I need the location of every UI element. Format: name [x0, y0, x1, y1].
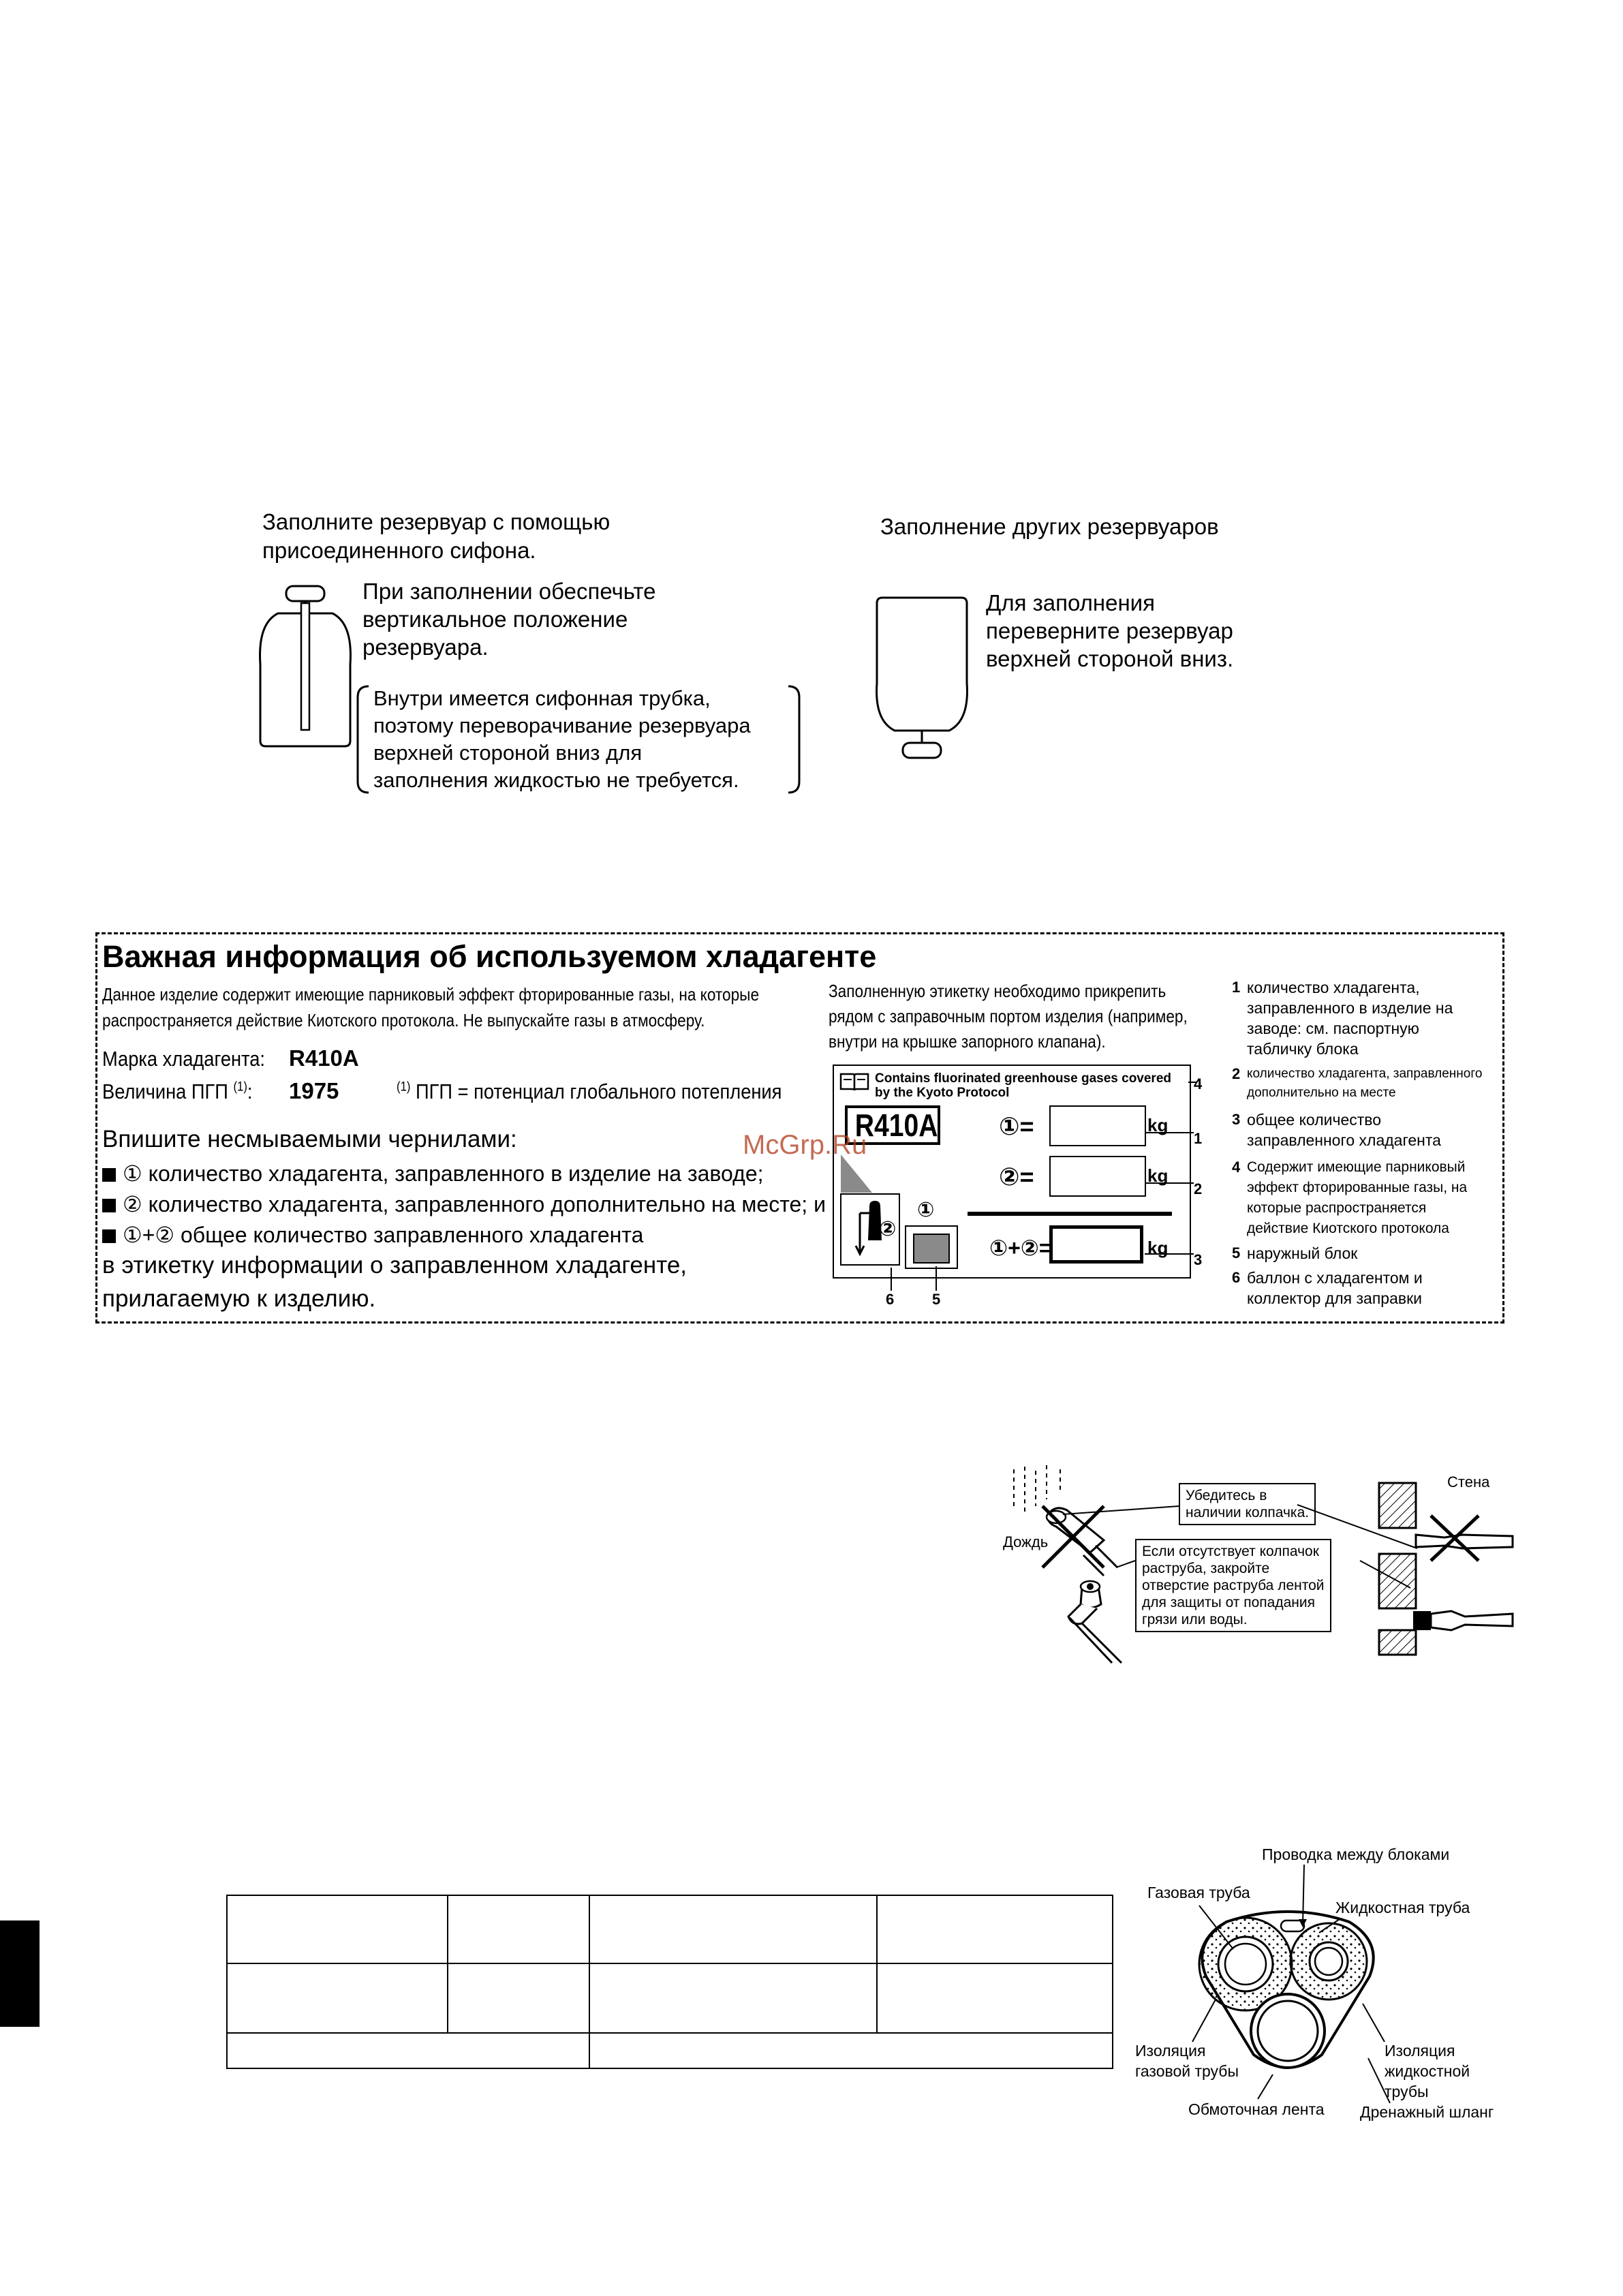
table-cell [590, 1964, 878, 2032]
label-row2-symbol: ②= [999, 1163, 1034, 1191]
wrapping-tape-label: Обмоточная лента [1188, 2100, 1325, 2118]
left-fill-instruction: При заполнении обеспечьте вертикальное положение резервуара. [362, 579, 656, 660]
right-fill-instruction: Для заполнения переверните резервуар верхней стороной вниз. [986, 590, 1234, 671]
wall-flare-figure [1376, 1472, 1519, 1656]
watermark: McGrp.Ru [743, 1130, 867, 1160]
legend-item: 5 наружный блок [1232, 1244, 1358, 1262]
callout-1: 1 [1194, 1130, 1203, 1147]
label-header: Contains fluorinated greenhouse gases covered by the Kyoto Protocol [875, 1071, 1171, 1100]
right-fill-title: Заполнение других резервуаров [880, 514, 1219, 539]
left-fill-title: Заполните резервуар с помощью присоединенного сифона. [262, 509, 610, 563]
bullet-square-icon [102, 1229, 116, 1243]
legend-item: 1 количество хладагента, заправленного в изделие на заводе: см. паспортную табличку блока [1232, 979, 1453, 1058]
table-cell [878, 1964, 1112, 2032]
label-legend [1232, 977, 1482, 1308]
callout-5: 5 [932, 1291, 941, 1308]
ink-heading: Впишите несмываемыми чернилами: [102, 1126, 517, 1152]
gas-insulation-label: Изоляция газовой трубы [1135, 2042, 1239, 2080]
table-cell [228, 2034, 590, 2068]
inverted-tank-icon [874, 594, 970, 765]
table-row [228, 1896, 1112, 1964]
gwp-value: 1975 [289, 1078, 339, 1103]
table-cell [228, 1964, 448, 2032]
table-cell [590, 1896, 878, 1963]
label-row1-unit: kg [1147, 1115, 1169, 1135]
gas-pipe-label: Газовая труба [1147, 1884, 1250, 1901]
callout-leaders [818, 1063, 1226, 1322]
liquid-pipe-label: Жидкостная труба [1335, 1899, 1470, 1916]
gwp-label-line: Величина ПГП $^{(1)}$: [102, 1080, 253, 1103]
legend-item: 6 баллон с хладагентом и коллектор для заправки [1232, 1269, 1423, 1307]
ink-list-item: ② количество хладагента, заправленного дополнительно на месте; и [102, 1189, 826, 1220]
label-row3-symbol: ①+②= [989, 1236, 1052, 1260]
rain-label: Дождь [1003, 1533, 1049, 1550]
label-instruction: Заполненную этикетку необходимо прикрепить рядом с заправочным портом изделия (например, внутри на крышке запорного клапана). [829, 981, 1188, 1052]
callout-3: 3 [1194, 1251, 1203, 1268]
spec-table [226, 1895, 1113, 2069]
wall-label: Стена [1447, 1473, 1490, 1490]
siphon-tank-icon [258, 583, 353, 760]
callout-4: 4 [1194, 1075, 1203, 1092]
ink-list [102, 1159, 826, 1251]
table-cell [878, 1896, 1112, 1963]
legend-item: 2 количество хладагента, заправленного дополнительно на месте [1232, 1065, 1483, 1100]
bullet-square-icon [102, 1168, 116, 1182]
note-bracket-right [786, 685, 806, 794]
tape-note-callout: Если отсутствует колпачок раструба, закройте отверстие раструба лентой для защиты от попадания грязи или воды. [1135, 1539, 1331, 1632]
brand-value: R410A [289, 1045, 359, 1071]
bullet-square-icon [102, 1199, 116, 1212]
ink-footer: в этикетку информации о заправленном хладагенте, прилагаемую к изделию. [102, 1252, 687, 1312]
table-cell [448, 1964, 590, 2032]
table-row [228, 1964, 1112, 2034]
label-circle-2: ② [879, 1218, 897, 1240]
cap-note-callout: Убедитесь в наличии колпачка. [1179, 1483, 1316, 1525]
liquid-insulation-label: Изоляция жидкостной трубы [1385, 2042, 1470, 2100]
ink-list-item: ①+② общее количество заправленного хладагента [102, 1220, 826, 1251]
table-cell [448, 1896, 590, 1963]
refrigerant-intro: Данное изделие содержит имеющие парниковый эффект фторированные газы, на которые распространяется действие Киотского протокола. Не выпускайте газы в атмосферу. [102, 984, 760, 1030]
label-circle-1: ① [917, 1199, 935, 1221]
pipe-figure-leaders [1131, 1854, 1417, 2140]
table-row [228, 2034, 1112, 2068]
callout-6: 6 [886, 1291, 895, 1308]
side-tab [0, 1920, 40, 2027]
siphon-note: Внутри имеется сифонная трубка, поэтому переворачивание резервуара верхней стороной вниз для заполнения жидкостью не требуется. [373, 686, 751, 792]
refrigerant-title: Важная информация об используемом хладагенте [102, 939, 877, 974]
legend-item: 4 Содержит имеющие парниковый эффект фторированные газы, на которые распространяется действие Киотского протокола [1232, 1159, 1468, 1236]
ink-list-item: ① количество хладагента, заправленного в изделие на заводе; [102, 1159, 826, 1189]
callout-2: 2 [1194, 1180, 1203, 1197]
note-bracket-left [351, 685, 371, 794]
brand-label: Марка хладагента: [102, 1047, 266, 1071]
legend-item: 3 общее количество заправленного хладагента [1232, 1111, 1441, 1149]
label-row3-unit: kg [1147, 1238, 1169, 1258]
drain-hose-label: Дренажный шланг [1360, 2103, 1494, 2121]
table-cell [590, 2034, 1112, 2068]
gwp-note: $^{(1)}$ ПГП = потенциал глобального потепления [397, 1080, 782, 1103]
label-refrigerant-badge: R410A [845, 1105, 940, 1145]
label-row1-symbol: ①= [999, 1112, 1034, 1140]
table-cell [228, 1896, 448, 1963]
label-row2-unit: kg [1147, 1165, 1169, 1186]
interconnect-label: Проводка между блоками [1262, 1846, 1450, 1863]
